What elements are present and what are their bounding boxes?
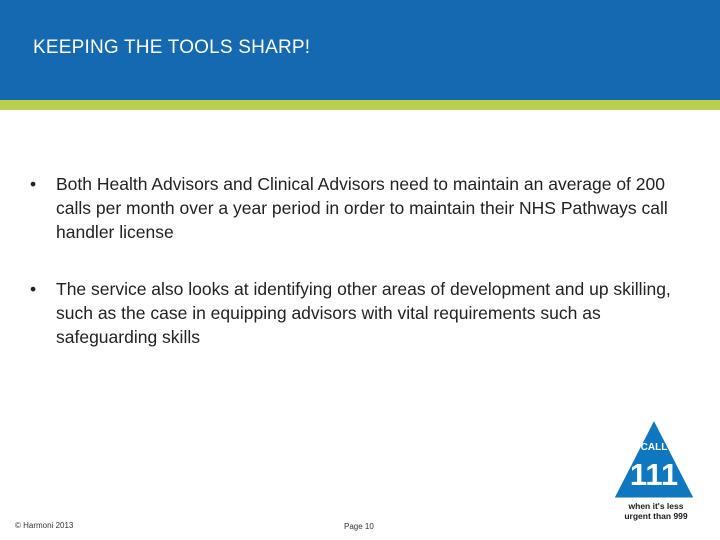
- slide-title: KEEPING THE TOOLS SHARP!: [33, 37, 311, 58]
- footer-copyright: © Harmoni 2013: [15, 521, 74, 530]
- bullet-item: [30, 277, 690, 349]
- bullet-icon: •: [30, 174, 37, 194]
- nhs-111-logo: [612, 418, 696, 522]
- logo-call-text: CALL: [640, 442, 668, 453]
- logo-tagline-line2: urgent than 999: [624, 511, 688, 521]
- accent-band: [0, 100, 720, 110]
- slide-body: [30, 172, 690, 349]
- logo-tagline-line1: when it's less: [628, 501, 684, 511]
- footer-page-number: Page 10: [344, 522, 374, 531]
- slide-header: [0, 0, 720, 100]
- logo-number-text: 111: [629, 457, 679, 492]
- bullet-item: [30, 172, 690, 244]
- bullet-icon: •: [30, 279, 37, 299]
- bullet-text: The service also looks at identifying other areas of development and up skilling, such as the case in equipping advisors with vital requirements such as safeguarding skills: [56, 279, 671, 347]
- bullet-text: Both Health Advisors and Clinical Advisors need to maintain an average of 200 calls per month over a year period in order to maintain their NHS Pathways call handler license: [56, 174, 668, 242]
